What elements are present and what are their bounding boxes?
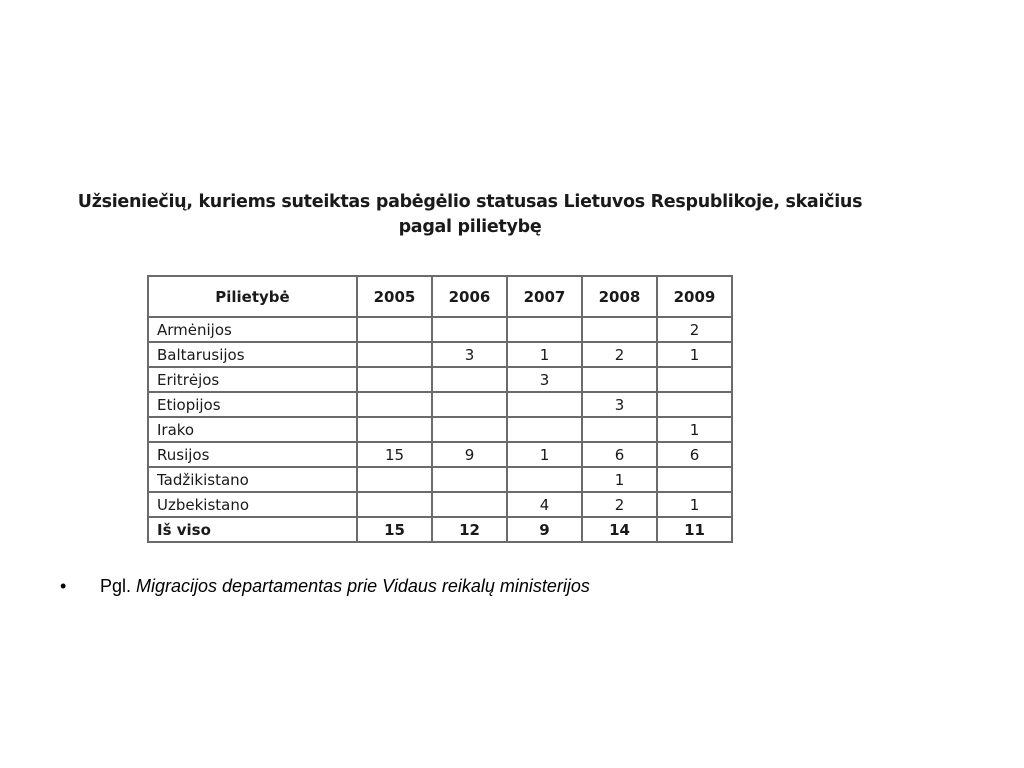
count-cell: 15 <box>357 517 432 542</box>
table-header-row <box>148 276 732 317</box>
count-cell: 11 <box>657 517 732 542</box>
header-year: 2007 <box>507 276 582 317</box>
count-cell <box>432 417 507 442</box>
source-footnote <box>60 576 590 597</box>
count-cell <box>507 392 582 417</box>
count-cell <box>657 392 732 417</box>
count-cell <box>357 492 432 517</box>
count-cell: 6 <box>582 442 657 467</box>
citizenship-cell: Armėnijos <box>148 317 357 342</box>
count-cell: 3 <box>507 367 582 392</box>
table-row <box>148 467 732 492</box>
citizenship-cell: Rusijos <box>148 442 357 467</box>
count-cell: 2 <box>582 492 657 517</box>
citizenship-cell: Eritrėjos <box>148 367 357 392</box>
count-cell: 3 <box>432 342 507 367</box>
count-cell: 4 <box>507 492 582 517</box>
title-line-2: pagal pilietybę <box>398 217 542 237</box>
count-cell <box>357 467 432 492</box>
header-year: 2006 <box>432 276 507 317</box>
count-cell <box>582 317 657 342</box>
title-line-1: Užsieniečių, kuriems suteiktas pabėgėlio statusas Lietuvos Respublikoje, skaičius <box>77 192 863 212</box>
header-year: 2005 <box>357 276 432 317</box>
count-cell: 2 <box>657 317 732 342</box>
count-cell <box>357 317 432 342</box>
count-cell: 15 <box>357 442 432 467</box>
table-row <box>148 367 732 392</box>
count-cell: 9 <box>432 442 507 467</box>
count-cell <box>357 342 432 367</box>
footnote-source: Migracijos departamentas prie Vidaus reikalų ministerijos <box>136 576 590 596</box>
count-cell <box>432 367 507 392</box>
count-cell <box>357 367 432 392</box>
header-citizenship: Pilietybė <box>148 276 357 317</box>
table-row <box>148 317 732 342</box>
count-cell: 1 <box>657 417 732 442</box>
header-year: 2008 <box>582 276 657 317</box>
count-cell: 9 <box>507 517 582 542</box>
table-row <box>148 417 732 442</box>
count-cell: 1 <box>582 467 657 492</box>
count-cell: 3 <box>582 392 657 417</box>
table-row <box>148 342 732 367</box>
refugee-status-table <box>147 275 733 543</box>
count-cell: 6 <box>657 442 732 467</box>
bullet-icon: • <box>60 576 67 596</box>
total-row <box>148 517 732 542</box>
table-title <box>60 190 880 240</box>
count-cell: 12 <box>432 517 507 542</box>
count-cell <box>507 317 582 342</box>
count-cell: 1 <box>657 342 732 367</box>
count-cell <box>357 417 432 442</box>
count-cell <box>432 392 507 417</box>
header-year: 2009 <box>657 276 732 317</box>
citizenship-cell: Uzbekistano <box>148 492 357 517</box>
citizenship-cell: Baltarusijos <box>148 342 357 367</box>
table-row <box>148 492 732 517</box>
count-cell <box>432 317 507 342</box>
count-cell <box>657 367 732 392</box>
citizenship-cell: Tadžikistano <box>148 467 357 492</box>
citizenship-cell: Iš viso <box>148 517 357 542</box>
count-cell <box>432 467 507 492</box>
count-cell: 1 <box>507 442 582 467</box>
table-row <box>148 442 732 467</box>
count-cell: 1 <box>657 492 732 517</box>
count-cell: 1 <box>507 342 582 367</box>
footnote-prefix: Pgl. <box>100 576 137 596</box>
citizenship-cell: Etiopijos <box>148 392 357 417</box>
count-cell <box>507 417 582 442</box>
count-cell <box>657 467 732 492</box>
count-cell <box>582 367 657 392</box>
count-cell: 2 <box>582 342 657 367</box>
count-cell <box>507 467 582 492</box>
count-cell <box>357 392 432 417</box>
table-row <box>148 392 732 417</box>
count-cell <box>582 417 657 442</box>
count-cell <box>432 492 507 517</box>
citizenship-cell: Irako <box>148 417 357 442</box>
count-cell: 14 <box>582 517 657 542</box>
